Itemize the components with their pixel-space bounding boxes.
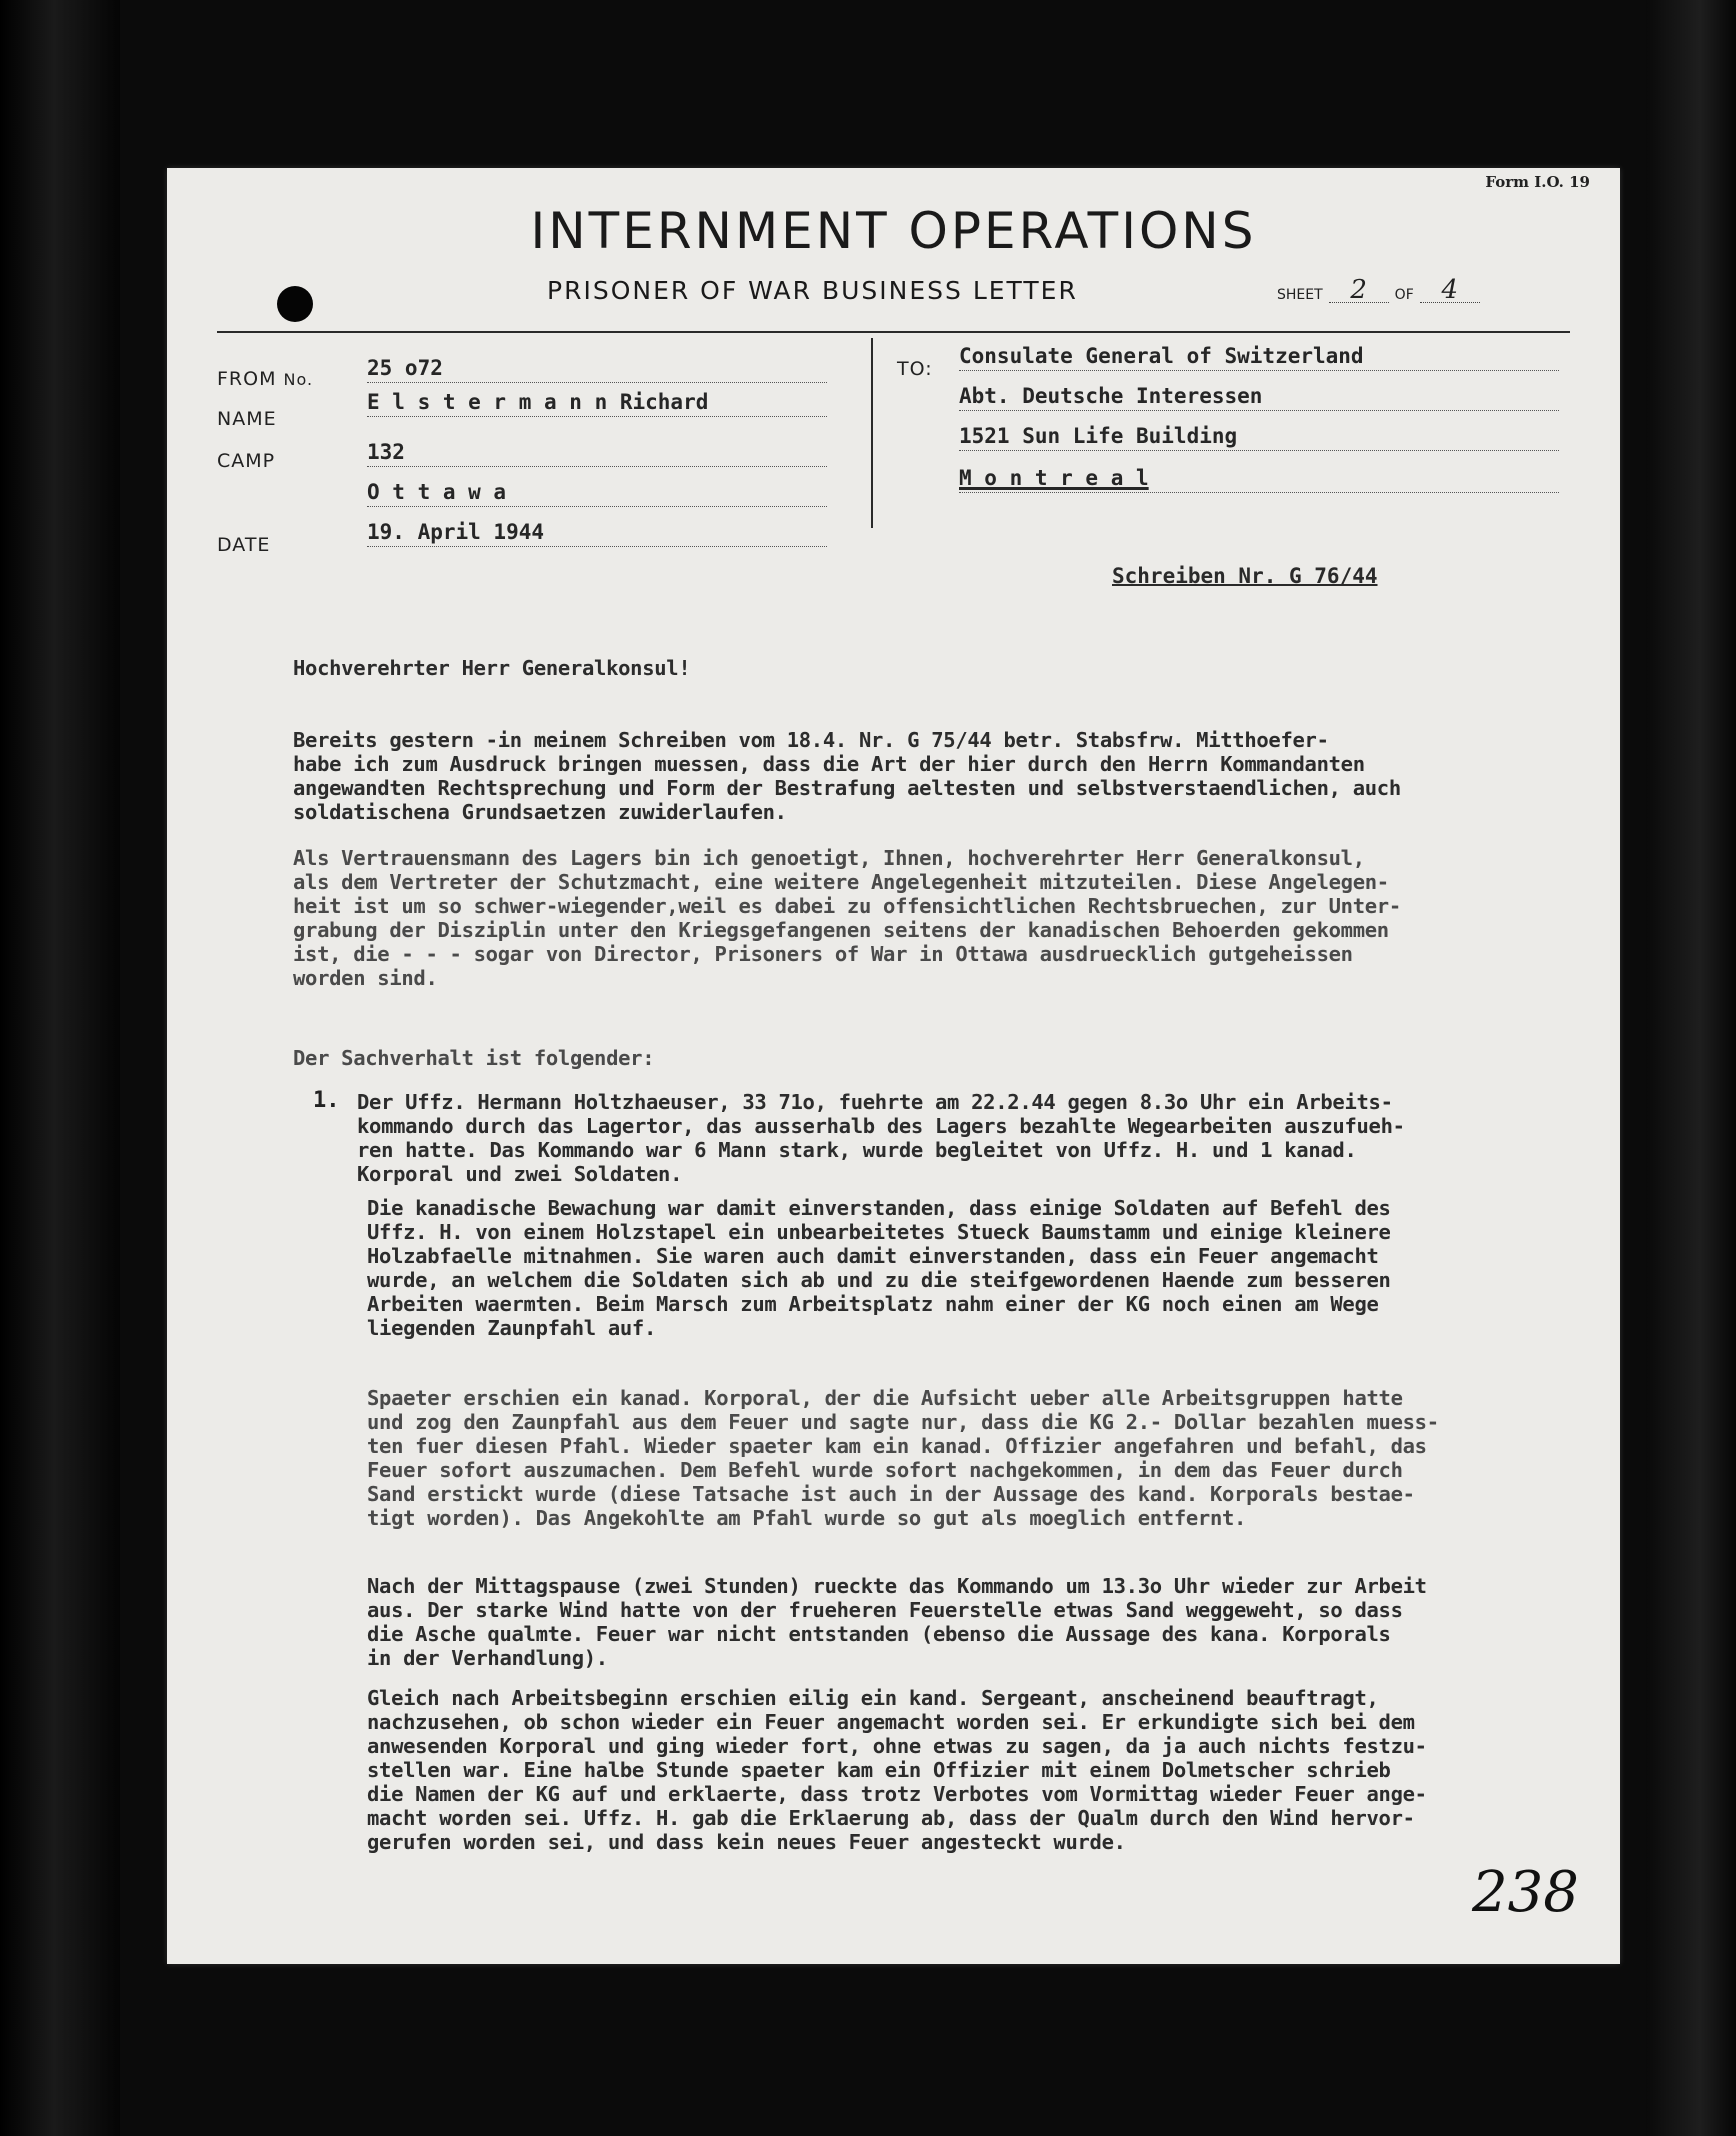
film-edge-left — [0, 0, 120, 2136]
facts-heading: Der Sachverhalt ist folgender: — [293, 1046, 655, 1070]
item-1-paragraph-3: Spaeter erschien ein kanad. Korporal, der die Aufsicht ueber alle Arbeitsgruppen hatte und zog den Zaunpfahl aus dem Feuer und sagte nur, dass die KG 2.- Dollar bezahlen muess- ten fuer diesen Pfahl. Wieder spaeter kam ein kanad. Offizier angefahren und befahl, das Feuer sofort auszumachen. Dem Befehl wurde sofort nachgekommen, in dem das Feuer durch Sand erstickt wurde (diese Tatsache ist auch in der Aussage des kand. Korporals bestae- tigt worden). Das Angekohlte am Pfahl wurde so gut als moeglich entfernt. — [367, 1386, 1439, 1530]
salutation: Hochverehrter Herr Generalkonsul! — [293, 656, 691, 680]
of-value: 4 — [1420, 278, 1480, 303]
page-title: INTERNMENT OPERATIONS — [530, 202, 1257, 260]
sheet-value: 2 — [1329, 278, 1389, 303]
address-divider — [871, 338, 873, 528]
camp-value: 132 — [367, 440, 827, 467]
film-edge-right — [1646, 0, 1736, 2136]
date-value: 19. April 1944 — [367, 520, 827, 547]
from-no-value: 25 o72 — [367, 356, 827, 383]
from-label: FROM No. — [217, 368, 314, 390]
date-label: DATE — [217, 534, 271, 556]
form-id: Form I.O. 19 — [1485, 173, 1590, 191]
punch-hole-dot — [277, 286, 313, 322]
name-label: NAME — [217, 408, 277, 430]
to-label: TO: — [897, 358, 933, 380]
to-line-3: 1521 Sun Life Building — [959, 424, 1559, 451]
city-value: O t t a w a — [367, 480, 827, 507]
to-line-4: M o n t r e a l — [959, 466, 1559, 493]
paragraph-2: Als Vertrauensmann des Lagers bin ich genoetigt, Ihnen, hochverehrter Herr Generalkonsul, als dem Vertreter der Schutzmacht, eine weitere Angelegenheit mitzuteilen. Diese Angelegen- heit ist um so schwer-wiegender,weil es dabei zu offensichtlichen Rechtsbruechen, zur Unter- grabung der Disziplin unter den Kriegsgefangenen seitens der kanadischen Behoerden gekommen ist, die - - - sogar von Director, Prisoners of War in Ottawa ausdruecklich gutgeheissen worden sind. — [293, 846, 1401, 990]
item-1-paragraph-1: Der Uffz. Hermann Holtzhaeuser, 33 71o, fuehrte am 22.2.44 gegen 8.3o Uhr ein Arbeits- kommando durch das Lagertor, das ausserhalb des Lagers bezahlte Wegearbeiten auszufueh- ren hatte. Das Kommando war 6 Mann stark, wurde begleitet von Uffz. H. und 1 kanad. Korporal und zwei Soldaten. — [357, 1090, 1405, 1186]
of-label: OF — [1394, 287, 1414, 303]
name-value: E l s t e r m a n n Richard — [367, 390, 827, 417]
page-subtitle: PRISONER OF WAR BUSINESS LETTER — [547, 276, 1078, 305]
camp-label: CAMP — [217, 450, 276, 472]
sheet-counter — [1277, 275, 1480, 305]
to-line-1: Consulate General of Switzerland — [959, 344, 1559, 371]
to-line-2: Abt. Deutsche Interessen — [959, 384, 1559, 411]
item-1-paragraph-4: Nach der Mittagspause (zwei Stunden) rueckte das Kommando um 13.3o Uhr wieder zur Arbeit aus. Der starke Wind hatte von der frueheren Feuerstelle etwas Sand weggeweht, so dass die Asche qualmte. Feuer war nicht entstanden (ebenso die Aussage des kana. Korporals in der Verhandlung). — [367, 1574, 1427, 1670]
handwritten-page-number: 238 — [1472, 1860, 1579, 1925]
reference-number: Schreiben Nr. G 76/44 — [1112, 564, 1378, 588]
paragraph-1: Bereits gestern -in meinem Schreiben vom 18.4. Nr. G 75/44 betr. Stabsfrw. Mitthoefer- habe ich zum Ausdruck bringen muessen, dass die Art der hier durch den Herrn Kommandanten angewandten Rechtsprechung und Form der Bestrafung aeltesten und selbstverstaendlichen, auch soldatischena Grundsaetzen zuwiderlaufen. — [293, 728, 1401, 824]
item-1-paragraph-2: Die kanadische Bewachung war damit einverstanden, dass einige Soldaten auf Befehl des Uffz. H. von einem Holzstapel ein unbearbeitetes Stueck Baumstamm und einige kleinere Holzabfaelle mitnahmen. Sie waren auch damit einverstanden, dass ein Feuer angemacht wurde, an welchem die Soldaten sich ab und zu die steifgewordenen Haende zum besseren Arbeiten waermten. Beim Marsch zum Arbeitsplatz nahm einer der KG noch einen am Wege liegenden Zaunpfahl auf. — [367, 1196, 1391, 1340]
item-number: 1. — [313, 1088, 340, 1113]
header-divider — [217, 331, 1570, 333]
letter-page — [167, 168, 1620, 1964]
sheet-label: SHEET — [1277, 287, 1323, 303]
item-1-paragraph-5: Gleich nach Arbeitsbeginn erschien eilig ein kand. Sergeant, anscheinend beauftragt, nachzusehen, ob schon wieder ein Feuer angemacht worden sei. Er erkundigte sich bei dem anwesenden Korporal und ging wieder fort, ohne etwas zu sagen, da ja auch nichts festzu- stellen war. Eine halbe Stunde spaeter kam ein Offizier mit einem Dolmetscher schrieb die Namen der KG auf und erklaerte, dass trotz Verbotes vom Vormittag wieder Feuer ange- macht worden sei. Uffz. H. gab die Erklaerung ab, dass der Qualm durch den Wind hervor- gerufen worden sei, und dass kein neues Feuer angesteckt wurde. — [367, 1686, 1427, 1854]
